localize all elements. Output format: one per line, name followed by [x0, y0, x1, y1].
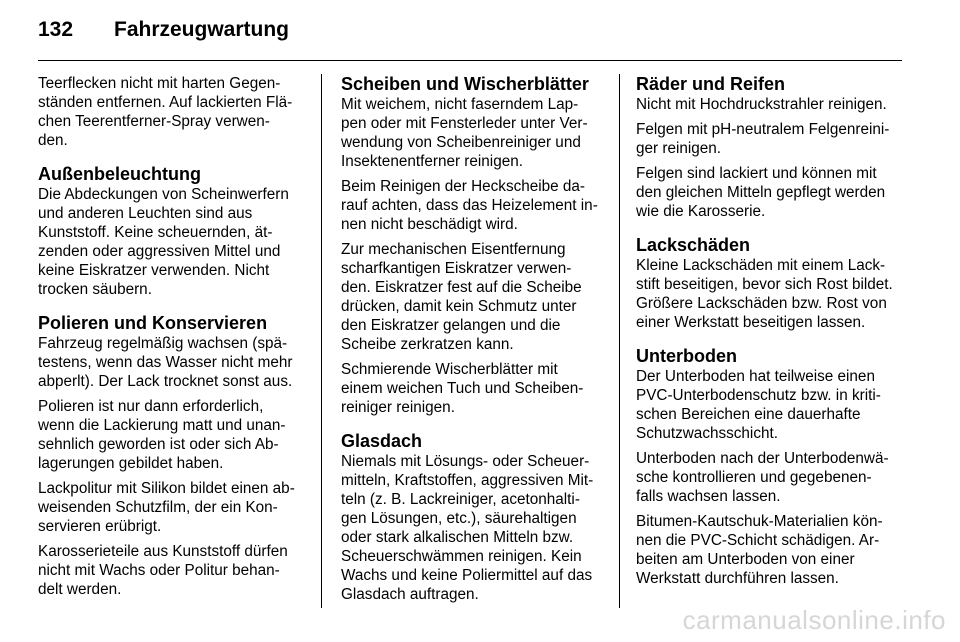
paragraph: Bitumen-Kautschuk-Materialien kön- nen die PVC-Schicht schädigen. Ar- beiten am Unterboden von einer Werkstatt durchführen lassen.: [636, 513, 883, 587]
section-heading-raeder: Räder und Reifen: [636, 74, 786, 94]
paragraph: Beim Reinigen der Heckscheibe da- rauf achten, dass das Heizelement in- nen nicht beschädigt wird.: [341, 178, 598, 233]
paragraph: Unterboden nach der Unterbodenwä- sche kontrollieren und gegebenen- falls wachsen lassen.: [636, 450, 889, 505]
section-heading-lackschaeden: Lackschäden: [636, 235, 751, 255]
page-number: 132: [38, 18, 74, 41]
paragraph: Schmierende Wischerblätter mit einem weichen Tuch und Scheiben- reiniger reinigen.: [341, 361, 584, 416]
paragraph: Niemals mit Lösungs- oder Scheuer- mitteln, Kraftstoffen, aggressiven Mit- teln (z. B. Lackreiniger, acetonhalti- gen Lösungen, etc.), säurehaltigen oder stark alkalischen Mitteln bzw. Scheuerschwämmen reinigen. Kein Wachs und keine Poliermittel auf das Glasdach auftragen.: [341, 453, 594, 603]
column-2: [341, 74, 607, 610]
paragraph: Lackpolitur mit Silikon bildet einen ab- weisenden Schutzfilm, der ein Kon- servieren erübrigt.: [38, 480, 295, 535]
page-header: [38, 18, 289, 48]
paragraph: Felgen sind lackiert und können mit den gleichen Mitteln gepflegt werden wie die Karosserie.: [636, 165, 886, 220]
paragraph: Der Unterboden hat teilweise einen PVC-Unterbodenschutz bzw. in kriti- schen Bereichen eine dauerhafte Schutzwachsschicht.: [636, 368, 881, 442]
section-heading-polieren: Polieren und Konservieren: [38, 313, 268, 333]
section-heading-aussenbeleuchtung: Außenbeleuchtung: [38, 164, 201, 184]
column-divider: [321, 74, 322, 608]
paragraph: Nicht mit Hochdruckstrahler reinigen.: [636, 96, 887, 113]
paragraph: Zur mechanischen Eisentfernung scharfkantigen Eiskratzer verwen- den. Eiskratzer fest auf die Scheibe drücken, damit kein Schmutz unter den Eiskratzer gelangen und die Scheibe zerkratzen kann.: [341, 241, 582, 353]
header-rule: [38, 60, 902, 61]
column-3: [636, 74, 902, 594]
paragraph: Mit weichem, nicht faserndem Lap- pen oder mit Fensterleder unter Ver- wendung von Scheibenreiniger und Insektenentferner reinigen.: [341, 96, 588, 170]
column-divider: [619, 74, 620, 608]
paragraph: Fahrzeug regelmäßig wachsen (spä- testens, wenn das Wasser nicht mehr abperlt). Der Lack trocknet sonst aus.: [38, 335, 293, 390]
section-heading-glasdach: Glasdach: [341, 431, 423, 451]
watermark: carmanualsonline.info: [682, 605, 946, 635]
paragraph: Polieren ist nur dann erforderlich, wenn die Lackierung matt und unan- sehnlich geworden ist oder sich Ab- lagerungen gebildet haben.: [38, 398, 286, 472]
column-1: [38, 74, 304, 605]
paragraph: Karosserieteile aus Kunststoff dürfen nicht mit Wachs oder Politur behan- delt werden.: [38, 543, 288, 598]
page-title: Fahrzeugwartung: [114, 18, 290, 41]
paragraph: Die Abdeckungen von Scheinwerfern und anderen Leuchten sind aus Kunststoff. Keine scheuernden, ät- zenden oder aggressiven Mittel und keine Eiskratzer verwenden. Nicht trocken säubern.: [38, 186, 289, 298]
paragraph: Kleine Lackschäden mit einem Lack- stift beseitigen, bevor sich Rost bildet. Größere Lackschäden bzw. Rost von einer Werkstatt beseitigen lassen.: [636, 257, 893, 331]
section-heading-unterboden: Unterboden: [636, 346, 737, 366]
paragraph: Teerflecken nicht mit harten Gegen- ständen entfernen. Auf lackierten Flä- chen Teerentferner-Spray verwen- den.: [38, 75, 293, 149]
section-heading-scheiben: Scheiben und Wischerblätter: [341, 74, 589, 94]
paragraph: Felgen mit pH-neutralem Felgenreini- ger reinigen.: [636, 121, 890, 157]
